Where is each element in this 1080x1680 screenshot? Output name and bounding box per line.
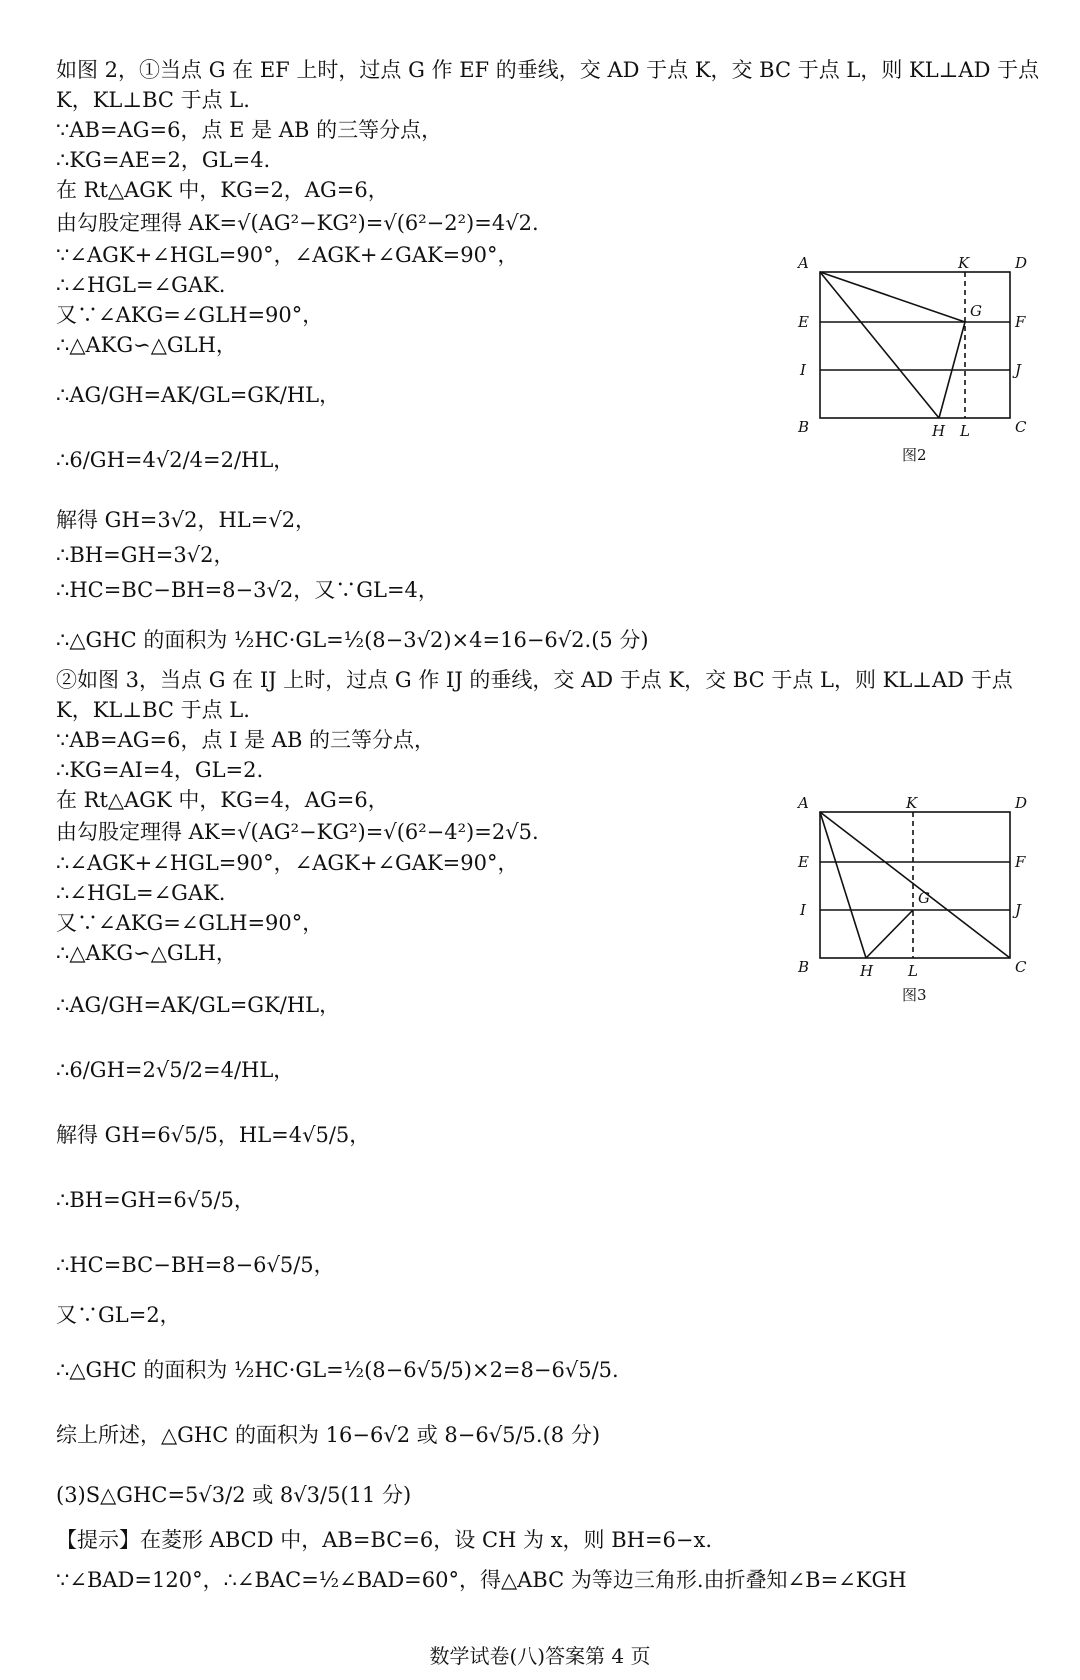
label-i: I xyxy=(800,361,806,379)
text-line: 如图 2，①当点 G 在 EF 上时，过点 G 作 EF 的垂线，交 AD 于点 K，交 BC 于点 L，则 KL⊥AD 于点 xyxy=(56,58,1040,82)
text-line: 由勾股定理得 AK=√(AG²−KG²)=√(6²−4²)=2√5. xyxy=(56,820,539,844)
text-line: ∴HC=BC−BH=8−3√2，又∵GL=4， xyxy=(56,578,439,602)
label-h: H xyxy=(932,422,946,440)
text-line: ∴AG/GH=AK/GL=GK/HL， xyxy=(56,993,341,1017)
text-line: 在 Rt△AGK 中，KG=4，AG=6， xyxy=(56,788,389,812)
text-line: ∵∠BAD=120°，∴∠BAC=½∠BAD=60°，得△ABC 为等边三角形.由折叠知∠B=∠KGH xyxy=(56,1568,907,1592)
segment-ac xyxy=(820,812,1010,958)
label-i: I xyxy=(800,901,806,919)
text-line: ∴△AKG∽△GLH， xyxy=(56,941,237,965)
segment-ag xyxy=(820,272,965,322)
text-line: ∴KG=AI=4，GL=2. xyxy=(56,758,264,782)
text-line: ∴△GHC 的面积为 ½HC·GL=½(8−6√5/5)×2=8−6√5/5. xyxy=(56,1358,619,1382)
label-j: J xyxy=(1015,901,1022,919)
figure-caption: 图2 xyxy=(902,446,927,464)
text-line: 解得 GH=3√2，HL=√2， xyxy=(56,508,317,532)
figure-caption: 图3 xyxy=(902,986,927,1004)
label-b: B xyxy=(798,418,810,436)
text-line: 由勾股定理得 AK=√(AG²−KG²)=√(6²−2²)=4√2. xyxy=(56,211,539,235)
segment-ah xyxy=(820,272,939,418)
figure-2 xyxy=(790,250,1030,480)
label-g: G xyxy=(970,302,982,320)
text-line: 又∵∠AKG=∠GLH=90°， xyxy=(56,303,324,327)
label-c: C xyxy=(1015,418,1027,436)
label-d: D xyxy=(1015,254,1028,272)
text-line: ∴△AKG∽△GLH， xyxy=(56,333,237,357)
label-e: E xyxy=(798,853,809,871)
text-line: ∵∠AGK+∠HGL=90°，∠AGK+∠GAK=90°， xyxy=(56,243,519,267)
text-line: 又∵∠AKG=∠GLH=90°， xyxy=(56,911,324,935)
page-footer: 数学试卷(八)答案第 4 页 xyxy=(429,1644,651,1668)
text-line: 【提示】在菱形 ABCD 中，AB=BC=6，设 CH 为 x，则 BH=6−x. xyxy=(56,1528,713,1552)
label-b: B xyxy=(798,958,810,976)
text-line: 解得 GH=6√5/5，HL=4√5/5， xyxy=(56,1123,371,1147)
label-k: K xyxy=(958,254,970,272)
text-line: ∵AB=AG=6，点 I 是 AB 的三等分点， xyxy=(56,728,436,752)
label-d: D xyxy=(1015,794,1028,812)
text-line: ∴HC=BC−BH=8−6√5/5， xyxy=(56,1253,335,1277)
label-g: G xyxy=(918,889,930,907)
figure-3-diagram xyxy=(790,790,1030,1020)
label-a: A xyxy=(798,254,809,272)
rectangle-abcd xyxy=(820,272,1010,418)
text-line: 综上所述，△GHC 的面积为 16−6√2 或 8−6√5/5.(8 分) xyxy=(56,1423,601,1447)
label-e: E xyxy=(798,313,809,331)
text-line: ∴△GHC 的面积为 ½HC·GL=½(8−3√2)×4=16−6√2.(5 分) xyxy=(56,628,649,652)
text-line: K，KL⊥BC 于点 L. xyxy=(56,698,250,722)
label-h: H xyxy=(860,962,874,980)
text-line: 在 Rt△AGK 中，KG=2，AG=6， xyxy=(56,178,389,202)
text-line: 又∵GL=2， xyxy=(56,1303,181,1327)
text-line: ∴BH=GH=6√5/5， xyxy=(56,1188,255,1212)
figure-3 xyxy=(790,790,1030,1020)
text-line: ∴6/GH=4√2/4=2/HL， xyxy=(56,448,295,472)
segment-ah xyxy=(820,812,866,958)
label-f: F xyxy=(1015,853,1026,871)
text-line: ∴∠AGK+∠HGL=90°，∠AGK+∠GAK=90°， xyxy=(56,851,519,875)
text-line: ∴∠HGL=∠GAK. xyxy=(56,881,226,905)
text-line: K，KL⊥BC 于点 L. xyxy=(56,88,250,112)
text-line: ∴∠HGL=∠GAK. xyxy=(56,273,226,297)
label-c: C xyxy=(1015,958,1027,976)
label-l: L xyxy=(960,422,970,440)
label-f: F xyxy=(1015,313,1026,331)
label-k: K xyxy=(906,794,918,812)
text-line: ∵AB=AG=6，点 E 是 AB 的三等分点， xyxy=(56,118,443,142)
text-line: ∴BH=GH=3√2， xyxy=(56,543,235,567)
figure-2-diagram xyxy=(790,250,1030,480)
text-line: ∴6/GH=2√5/2=4/HL， xyxy=(56,1058,295,1082)
label-j: J xyxy=(1015,361,1022,379)
text-line: ∴AG/GH=AK/GL=GK/HL， xyxy=(56,383,341,407)
label-a: A xyxy=(798,794,809,812)
text-line: (3)S△GHC=5√3/2 或 8√3/5(11 分) xyxy=(56,1483,412,1507)
text-line: ∴KG=AE=2，GL=4. xyxy=(56,148,271,172)
segment-hg xyxy=(866,910,913,958)
text-line: ②如图 3，当点 G 在 IJ 上时，过点 G 作 IJ 的垂线，交 AD 于点 K，交 BC 于点 L，则 KL⊥AD 于点 xyxy=(56,668,1013,692)
label-l: L xyxy=(908,962,918,980)
